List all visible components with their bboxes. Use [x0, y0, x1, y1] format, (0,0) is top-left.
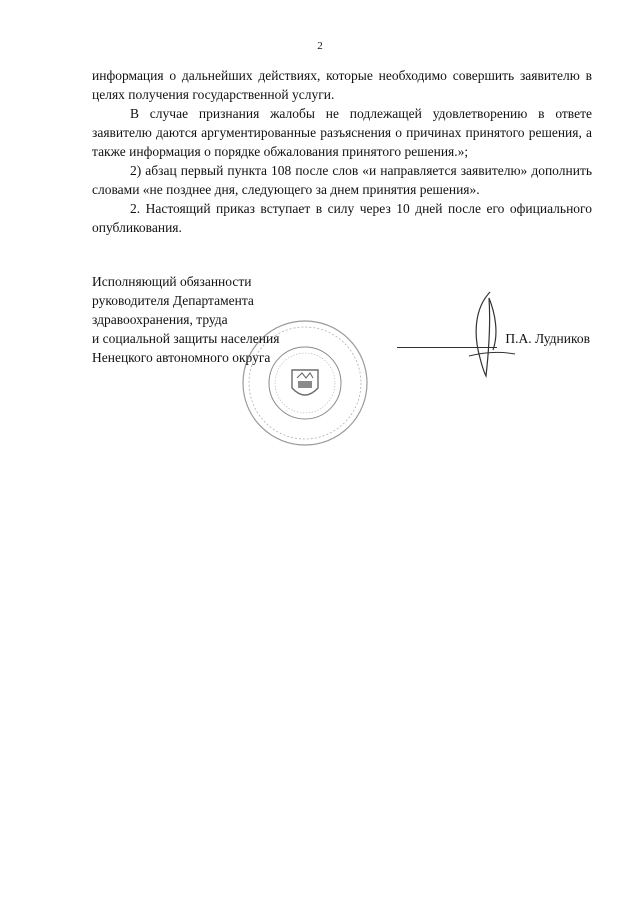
body-text — [92, 66, 592, 237]
signer-title-line-3: здравоохранения, труда — [92, 312, 228, 327]
signer-title-line-5: Ненецкого автономного округа — [92, 350, 271, 365]
page-number: 2 — [317, 40, 323, 52]
signer-title-line-4: и социальной защиты населения — [92, 331, 280, 346]
signer-title — [92, 272, 352, 367]
signer-name: П.А. Лудников — [505, 331, 590, 346]
paragraph-1: информация о дальнейших действиях, которые необходимо совершить заявителю в целях получения государственной услуги. — [92, 68, 592, 102]
paragraph-2: В случае признания жалобы не подлежащей удовлетворению в ответе заявителю даются аргументированные разъяснения о причинах принятого решения, а также информация о порядке обжалования принятого решения.»; — [92, 106, 592, 159]
paragraph-3: 2) абзац первый пункта 108 после слов «и направляется заявителю» дополнить словами «не позднее дня, следующего за днем принятия решения». — [92, 163, 592, 197]
signature-block — [92, 272, 592, 367]
paragraph-4: 2. Настоящий приказ вступает в силу через 10 дней после его официального опубликования. — [92, 201, 592, 235]
signer-title-line-2: руководителя Департамента — [92, 293, 254, 308]
signer-title-line-1: Исполняющий обязанности — [92, 274, 252, 289]
